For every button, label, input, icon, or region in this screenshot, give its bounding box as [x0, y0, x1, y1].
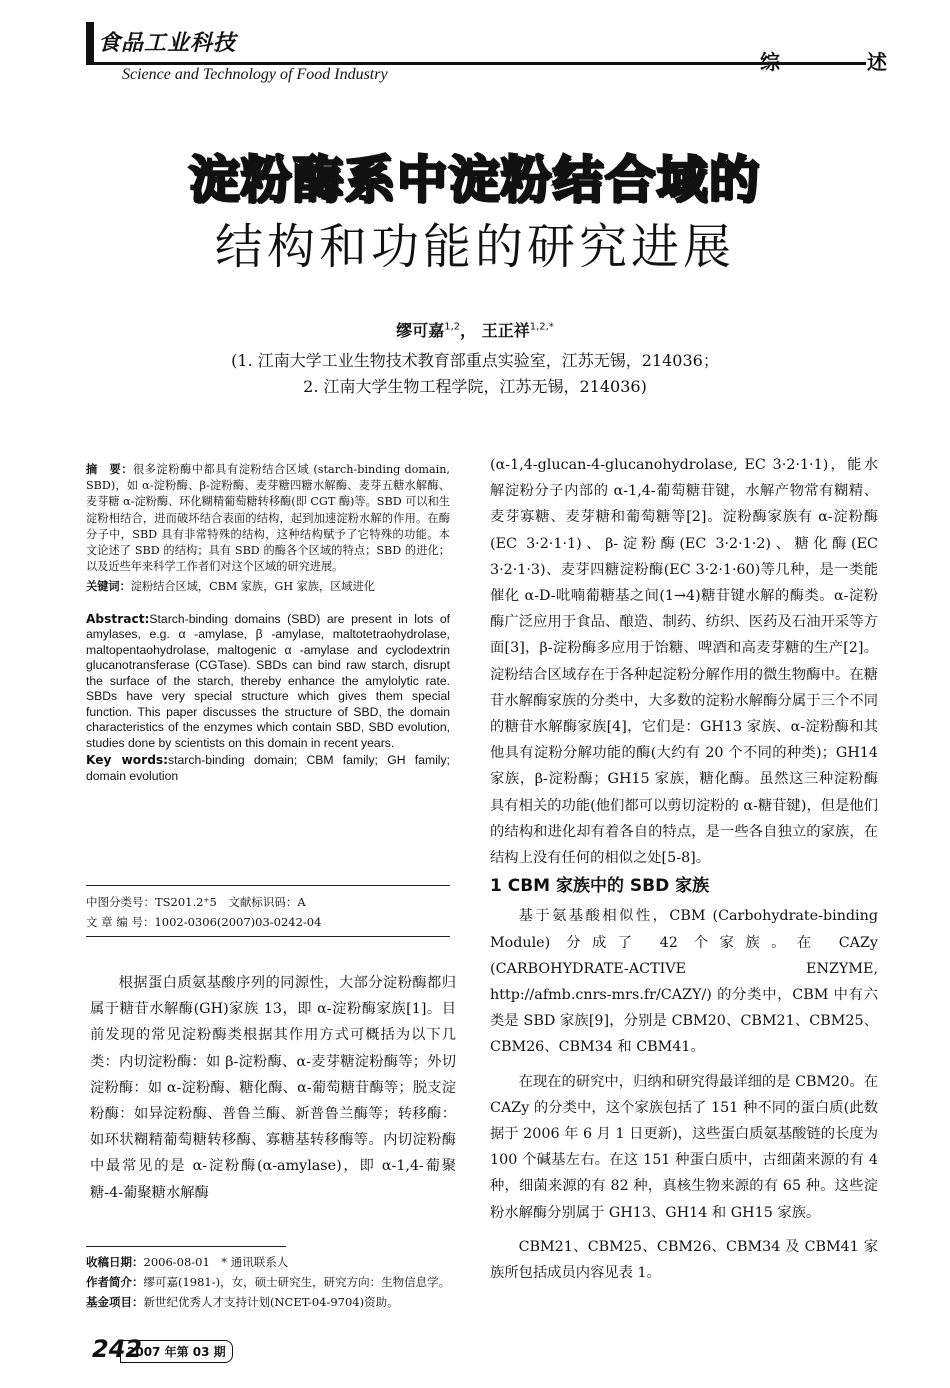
body-right-paragraph-3: 在现在的研究中，归纳和研究得最详细的是 CBM20。在 CAZy 的分类中，这个家族包括了 151 种不同的蛋白质(此数据于 2006 年 6 月 1 日更新)，这些蛋白质氨基酸链的长度为 100 个碱基左右。在这 151 种蛋白质中，古细菌来源的有 4 种，细菌来源的有 82 种，真核生物来源的有 65 种。这些淀粉水解酶分别属于 GH13、GH14 和 GH15 家族。: [490, 1073, 878, 1221]
author-info-label: 作者简介：: [86, 1275, 144, 1289]
body-right-paragraph-4: CBM21、CBM25、CBM26、CBM34 及 CBM41 家族所包括成员内容见表 1。: [490, 1238, 878, 1282]
author-2: 王正祥: [481, 321, 530, 340]
author-1-sup: 1,2: [444, 321, 461, 333]
keywords-cn-text: 淀粉结合区域，CBM 家族，GH 家族，区域进化: [130, 580, 375, 594]
footnote-author: [86, 1272, 456, 1292]
journal-logo-bar: [86, 22, 94, 62]
classification-separator: [86, 936, 450, 937]
keywords-en-text: starch-binding domain; CBM family; GH family; domain evolution: [86, 753, 450, 783]
keywords-cn-label: 关键词：: [86, 580, 131, 594]
keywords-cn: [86, 579, 450, 595]
fund-text: 新世纪优秀人才支持计划(NCET-04-9704)资助。: [143, 1295, 399, 1309]
author-2-sup: 1,2,*: [529, 321, 554, 333]
article-number: 文 章 编 号：1002-0306(2007)03-0242-04: [86, 915, 322, 929]
issue-label: 2007 年第 03 期: [120, 1340, 233, 1363]
received-text: 2006-08-01 * 通讯联系人: [143, 1255, 289, 1269]
body-right-column: [490, 452, 878, 1286]
abstract-en-text: Starch-binding domains (SBD) are present in lots of amylases, e.g. α -amylase, β -amylase, maltotetraohydrolase, maltopentaohydrolase, maltogenic α -amylase and cyclodextrin glucanotransferase (CGTase). SBDs can bind raw starch, disrupt the surface of the starch, thereby enhance the amylolytic rate. SBDs have very special structure which gives them special function. This paper discusses the structure of SBD, the domain characteristics of the enzymes which contain SBD, SBD evolution, studies done by scientists on this domain in recent years.: [86, 611, 450, 750]
keywords-en: [86, 753, 450, 784]
section-1-heading: 1 CBM 家族中的 SBD 家族: [490, 876, 710, 897]
author-1: 缪可嘉: [396, 321, 445, 340]
abstract-cn: [86, 462, 450, 575]
body-left-paragraph: 根据蛋白质氨基酸序列的同源性，大部分淀粉酶都归属于糖苷水解酶(GH)家族 13，即 α-淀粉酶家族[1]。目前发现的常见淀粉酶类根据其作用方式可概括为以下几类：内切淀粉酶：如 β-淀粉酶、α-麦芽糖淀粉酶等；外切淀粉酶：如 α-淀粉酶、糖化酶、α-葡萄糖苷酶等；脱支淀粉酶：如异淀粉酶、普鲁兰酶、新普鲁兰酶等；转移酶：如环状糊精葡萄糖转移酶、寡糖基转移酶等。内切淀粉酶中最常见的是 α-淀粉酶(α-amylase)，即 α-1,4-葡聚糖-4-葡聚糖水解酶: [90, 975, 456, 1201]
abstract-en: [86, 612, 450, 752]
footnote-block: [86, 1252, 456, 1312]
abstract-separator: [86, 885, 450, 886]
author-info-text: 缪可嘉(1981-)，女，硕士研究生，研究方向：生物信息学。: [143, 1275, 451, 1289]
body-right-paragraph-1: (α-1,4-glucan-4-glucanohydrolase, EC 3·2·1·1)，能水解淀粉分子内部的 α-1,4-葡萄糖苷键，水解产物常有糊精、麦芽寡糖、麦芽糖和葡萄糖等[2]。淀粉酶家族有 α-淀粉酶(EC 3·2·1·1)、β-淀粉酶(EC 3·2·1·2)、糖化酶(EC 3·2·1·3)、麦芽四糖淀粉酶(EC 3·2·1·60)等几种，是一类能催化 α-D-吡喃葡糖基之间(1→4)糖苷键水解的酶类。α-淀粉酶广泛应用于食品、酿造、制药、纺织、医药及石油开采等方面[3]，β-淀粉酶多应用于饴糖、啤酒和高麦芽糖的生产[2]。淀粉结合区域存在于各种起淀粉分解作用的微生物酶中。在糖苷水解酶家族的分类中，大多数的淀粉水解酶分属于三个不同的糖苷水解酶家族[4]，它们是：GH13 家族、α-淀粉酶和其他具有淀粉分解功能的酶(大约有 20 个不同的种类)；GH14 家族，β-淀粉酶；GH15 家族，糖化酶。虽然这三种淀粉酶具有相关的功能(他们都可以剪切淀粉的 α-糖苷键)，但是他们的结构和进化却有着各自的特点，是一些各自独立的家族，在结构上没有任何的相似之处[5-8]。: [490, 457, 878, 867]
affiliation-1: (1. 江南大学工业生物技术教育部重点实验室，江苏无锡，214036；: [231, 351, 719, 370]
abstract-cn-label: 摘 要：: [86, 463, 134, 476]
journal-name-cn: 食品工业科技: [98, 31, 237, 56]
keywords-en-label: Key words:: [86, 753, 169, 768]
title-line-2: 结构和功能的研究进展: [214, 219, 735, 275]
section-tag: 综 述: [760, 50, 927, 74]
abstract-en-label: Abstract:: [86, 611, 150, 626]
fund-label: 基金项目：: [86, 1295, 144, 1309]
classification-block: [86, 892, 450, 932]
journal-name-en: Science and Technology of Food Industry: [122, 66, 388, 83]
abstract-block: [86, 462, 450, 784]
received-label: 收稿日期：: [86, 1255, 144, 1269]
header-rule: [86, 62, 866, 65]
body-right-paragraph-2: 基于氨基酸相似性，CBM (Carbohydrate-binding Module) 分成了 42 个家族。在 CAZy (CARBOHYDRATE-ACTIVE ENZYME, http://afmb.cnrs-mrs.fr/CAZY/) 的分类中，CBM 中有六类是 SBD 家族[9]，分别是 CBM20、CBM21、CBM25、CBM26、CBM34 和 CBM41。: [490, 908, 878, 1056]
affiliation-2: 2. 江南大学生物工程学院，江苏无锡，214036): [303, 377, 647, 396]
page-number: 242: [92, 1335, 143, 1363]
footnote-received: [86, 1252, 456, 1272]
footnote-fund: [86, 1292, 456, 1312]
title-line-1: 淀粉酶系中淀粉结合域的: [189, 151, 761, 209]
body-left-column: [90, 970, 456, 1206]
author-line: 缪可嘉$^{1,2}$， 王正祥$^{1,2,*}$: [396, 321, 554, 340]
abstract-cn-text: 很多淀粉酶中都具有淀粉结合区域 (starch-binding domain, SBD)，如 α-淀粉酶、β-淀粉酶、麦芽糖四糖水解酶、麦芽五糖水解酶、麦芽糖 α-淀粉酶、环化糊精葡萄糖转移酶(即 CGT 酶)等。SBD 可以和生淀粉相结合，进而破坏结合表面的结构，起到加速淀粉水解的作用。在酶分子中，SBD 具有非常特殊的结构，这种结构赋予了它特殊的功能。本文论述了 SBD 的结构；具有 SBD 的酶各个区域的特点；SBD 的进化；以及近些年来科学工作者们对这个区域的研究进展。: [86, 463, 450, 574]
footnote-rule: [86, 1246, 286, 1247]
clc-number: 中图分类号：TS201.2⁺5 文献标识码：A: [86, 895, 306, 909]
